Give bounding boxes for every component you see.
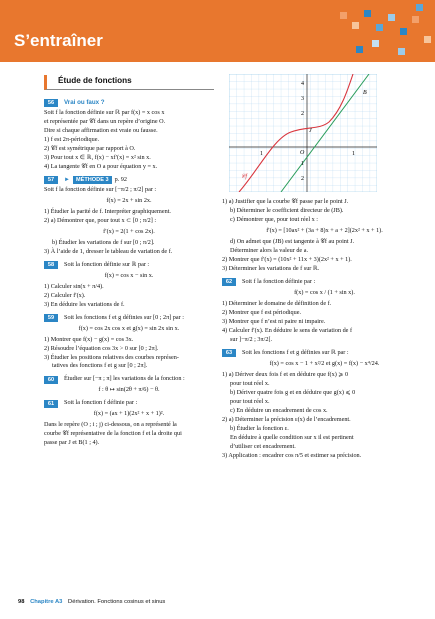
formula: f(x) = cos 2x cos x et g(x) = sin 2x sin x. bbox=[78, 324, 180, 332]
list-item: 1) Déterminer le domaine de définition de f. bbox=[222, 299, 332, 307]
text-line: Dans le repère (O ; i ; j) ci-dessous, on a représenté la bbox=[44, 421, 177, 429]
graph-grid bbox=[229, 74, 377, 192]
exercise-58 bbox=[44, 261, 214, 310]
list-item: 3) En déduire les variations de f. bbox=[44, 300, 125, 308]
formula: f′(x) = 2(1 + cos 2x). bbox=[103, 227, 155, 235]
text-line: Soit les fonctions f et g définies sur [0 ; 2π] par : bbox=[64, 313, 184, 321]
curve-label: 𝒞f bbox=[241, 174, 248, 180]
list-item: c) En déduire un encadrement de cos x. bbox=[230, 406, 328, 414]
list-item: d) On admet que (JB) est tangente à 𝒞f au point J. bbox=[230, 237, 355, 245]
page-title: S’entraîner bbox=[14, 31, 103, 50]
list-item: Déterminer alors la valeur de a. bbox=[230, 246, 308, 254]
tick-label: 1 bbox=[260, 151, 263, 157]
page-number: 98 bbox=[18, 599, 25, 605]
formula: f(x) = (ax + 1)(2x² + x + 1)². bbox=[93, 410, 165, 418]
list-item: pour tout réel x. bbox=[230, 397, 270, 405]
exercise-number: 62 bbox=[222, 278, 236, 286]
list-item: 1) a) Justifier que la courbe 𝒞f passe par le point J. bbox=[222, 198, 349, 205]
tick-label: 3 bbox=[301, 96, 304, 102]
tick-label: 1 bbox=[352, 151, 355, 157]
tick-label: 1 bbox=[301, 161, 304, 167]
list-item: sur ]−π/2 ; 3π/2[. bbox=[230, 335, 273, 343]
formula: f(x) = cos x − sin x. bbox=[104, 271, 154, 279]
text-line: Soit f la fonction définie sur ℝ par f(x) = x cos x bbox=[44, 108, 165, 116]
list-item: En déduire à quelle condition sur x il est pertinent bbox=[230, 433, 354, 441]
exercise-59 bbox=[44, 314, 214, 372]
list-item: 2) Résoudre l’équation cos 3x > 0 sur [0 ; 2π]. bbox=[44, 344, 159, 352]
tick-label: 4 bbox=[301, 81, 304, 87]
text-line: Soit f la fonction définie par : bbox=[242, 277, 316, 285]
origin-label: O bbox=[300, 150, 305, 156]
list-item: 3) Montrer que f n’est ni paire ni impaire. bbox=[222, 317, 326, 325]
exercise-number: 63 bbox=[222, 349, 236, 357]
formula: f′(x) = [10ax² + (3a + 8)x + a + 2](2x² + x + 1). bbox=[266, 226, 383, 234]
list-item: 2) 𝒞f est symétrique par rapport à O. bbox=[44, 144, 136, 152]
text-line: Étudier sur [−π ; π] les variations de la fonction : bbox=[64, 375, 185, 383]
exercise-number: 61 bbox=[44, 400, 58, 408]
method-badge[interactable]: MÉTHODE 3 bbox=[73, 176, 112, 184]
text-line: Soit les fonctions f et g définies sur ℝ par : bbox=[242, 348, 349, 356]
exercise-number: 59 bbox=[44, 314, 58, 322]
page-footer bbox=[18, 598, 165, 606]
point-J-label: J bbox=[309, 128, 312, 134]
list-item: 2) Montrer que f′(x) = (10x² + 11x + 3)(2x² + x + 1). bbox=[222, 255, 352, 263]
list-item: 3) À l’aide de 1, dresser le tableau de variation de f. bbox=[44, 247, 173, 255]
exercise-56 bbox=[44, 99, 214, 172]
exercise-61 bbox=[44, 399, 214, 448]
list-item: 2) a) Démontrer que, pour tout x ⊂ [0 ; π/2] : bbox=[44, 216, 157, 224]
list-item: pour tout réel x. bbox=[230, 379, 270, 387]
list-item: 1) f est 2π-périodique. bbox=[44, 135, 100, 143]
list-item: c) Démontrer que, pour tout réel x : bbox=[230, 215, 318, 223]
text-line: Soit la fonction f définie par : bbox=[64, 399, 138, 407]
list-item: 2) a) Déterminer la précision ε(x) de l’encadrement. bbox=[222, 415, 351, 423]
page-ref: p. 92 bbox=[114, 175, 127, 183]
list-item: 2) Calculer f′(x). bbox=[44, 291, 86, 299]
left-column bbox=[44, 75, 214, 452]
function-graph bbox=[229, 74, 377, 192]
text-line: Soit la fonction définie sur ℝ par : bbox=[64, 260, 150, 268]
exercise-57 bbox=[44, 176, 214, 257]
text-line: passe par J et B(1 ; 4). bbox=[44, 439, 100, 447]
tick-label: 2 bbox=[301, 111, 304, 117]
exercise-63 bbox=[222, 349, 427, 461]
right-column bbox=[222, 198, 427, 465]
formula: f : θ ↦ sin(2θ + π/6) − θ. bbox=[98, 386, 160, 394]
list-item: 2) Montrer que f est périodique. bbox=[222, 308, 302, 316]
list-item: b) Déterminer le coefficient directeur de (JB). bbox=[230, 206, 344, 214]
text-line: Soit f la fonction définie sur [−π/2 ; π/2] par : bbox=[44, 185, 157, 193]
text-line: Dire si chaque affirmation est vraie ou fausse. bbox=[44, 126, 158, 134]
exercise-number: 58 bbox=[44, 261, 58, 269]
list-item: 3) Pour tout x ∈ ℝ, f(x) − xf′(x) = x² sin x. bbox=[44, 153, 151, 161]
chapter-title: Dérivation. Fonctions cosinus et sinus bbox=[68, 599, 166, 605]
list-item: 3) Déterminer les variations de f sur ℝ. bbox=[222, 264, 320, 272]
list-item: 1) Calculer sin(x + π/4). bbox=[44, 282, 104, 290]
list-item: 1) Étudier la parité de f. Interpréter graphiquement. bbox=[44, 207, 171, 215]
exercise-61-questions bbox=[222, 198, 427, 274]
exercise-number: 56 bbox=[44, 99, 58, 107]
list-item: b) Étudier la fonction ε. bbox=[230, 424, 289, 432]
exercise-60 bbox=[44, 375, 214, 395]
exercise-heading: Vrai ou faux ? bbox=[64, 98, 105, 106]
arrow-icon: ► bbox=[64, 176, 70, 183]
list-item: d’utiliser cet encadrement. bbox=[230, 442, 296, 450]
exercise-number: 60 bbox=[44, 376, 58, 384]
formula: f(x) = cos x / (1 + sin x). bbox=[294, 288, 355, 296]
list-item: 3) Application : encadrer cos π/5 et estimer sa précision. bbox=[222, 451, 362, 459]
list-item: 1) Montrer que f(x) − g(x) = cos 3x. bbox=[44, 335, 134, 343]
chapter-label: Chapitre A3 bbox=[30, 599, 63, 605]
text-line: courbe 𝒞f représentative de la fonction f et la droite qui bbox=[44, 430, 182, 438]
point-B-label: B bbox=[363, 90, 367, 96]
list-item: 4) La tangente 𝒞f en O a pour équation y = x. bbox=[44, 162, 158, 170]
exercise-62 bbox=[222, 278, 427, 345]
list-item: 3) Étudier les positions relatives des courbes représen- bbox=[44, 353, 179, 361]
section-title: Étude de fonctions bbox=[44, 75, 214, 90]
formula: f(x) = cos x − 1 + x²/2 et g(x) = f(x) − x⁴/24. bbox=[269, 359, 380, 367]
list-item: 1) a) Dériver deux fois f et en déduire que f(x) ⩾ 0 bbox=[222, 370, 349, 378]
list-item: b) Dériver quatre fois g et en déduire que g(x) ⩽ 0 bbox=[230, 388, 356, 396]
text-line: et représentée par 𝒞f dans un repère d’origine O. bbox=[44, 117, 166, 125]
list-item: 4) Calculer f′(x). En déduire le sens de variation de f bbox=[222, 326, 353, 334]
formula: f(x) = 2x + sin 2x. bbox=[106, 196, 152, 204]
tick-label: 2 bbox=[301, 176, 304, 182]
exercise-number: 57 bbox=[44, 176, 58, 184]
list-item: tatives des fonctions f et g sur [0 ; 2π]. bbox=[52, 362, 148, 370]
list-item: b) Étudier les variations de f sur [0 ; π/2]. bbox=[52, 238, 155, 246]
